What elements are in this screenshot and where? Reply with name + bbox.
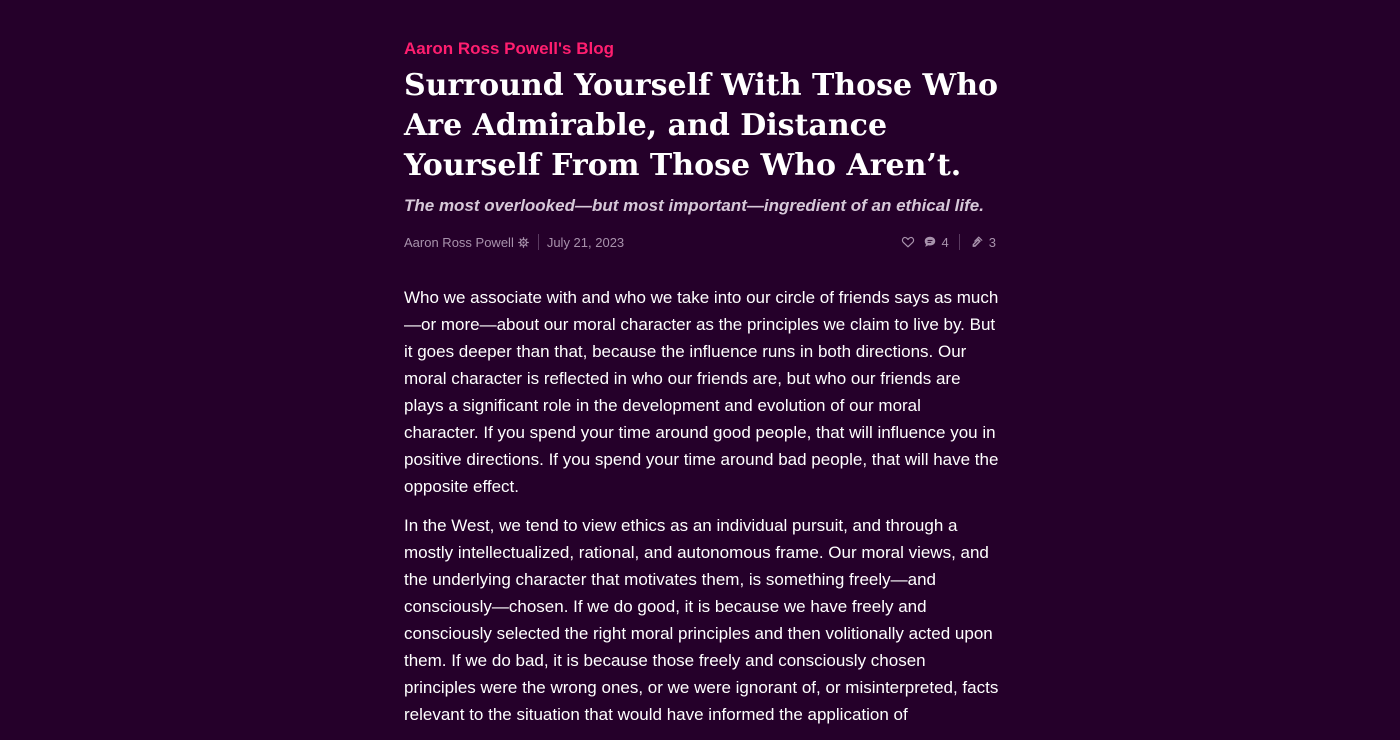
byline <box>404 232 624 252</box>
restack-count: 3 <box>988 234 996 250</box>
comment-count: 4 <box>941 234 949 250</box>
body-paragraph: In the West, we tend to view ethics as an individual pursuit, and through a mostly intellectualized, rational, and autonomous frame. Our moral views, and the underlying character that motivates them, is something freely—and consciously—chosen. If we do good, it is because we have freely and consciously selected the right moral principles and then volitionally acted upon them. If we do bad, it is because those freely and consciously chosen principles were the wrong ones, or we were ignorant of, or misinterpreted, facts relevant to the situation that would have informed the application of <box>404 516 999 724</box>
post-subtitle: The most overlooked—but most important—ingredient of an ethical life. <box>404 196 984 215</box>
post-actions <box>901 232 996 252</box>
post-date: July 21, 2023 <box>546 234 625 250</box>
restack-icon <box>970 235 984 249</box>
comments-button[interactable] <box>923 235 949 250</box>
gear-badge-icon <box>518 237 529 248</box>
author-link[interactable] <box>404 235 529 250</box>
author-name: Aaron Ross Powell <box>404 234 514 250</box>
byline-divider <box>538 234 539 250</box>
post-body <box>404 284 1000 740</box>
body-paragraph: Who we associate with and who we take into our circle of friends says as much—or more—about our moral character as the principles we claim to live by. But it goes deeper than that, because the influence runs in both directions. Our moral character is reflected in who our friends are, but who our friends are plays a significant role in the development and evolution of our moral character. If you spend your time around good people, that will influence you in positive directions. If you spend your time around bad people, that will have the opposite effect. <box>404 288 999 496</box>
post-meta-bar <box>404 232 996 252</box>
heart-icon <box>901 235 915 249</box>
actions-divider <box>959 234 960 250</box>
post-title: Surround Yourself With Those Who Are Admirable, and Distance Yourself From Those Who Aren’t. <box>404 68 999 183</box>
comment-icon <box>923 235 937 249</box>
publication-name-link[interactable]: Aaron Ross Powell's Blog <box>404 39 614 58</box>
restack-button[interactable] <box>970 235 996 250</box>
like-button[interactable] <box>901 235 915 249</box>
